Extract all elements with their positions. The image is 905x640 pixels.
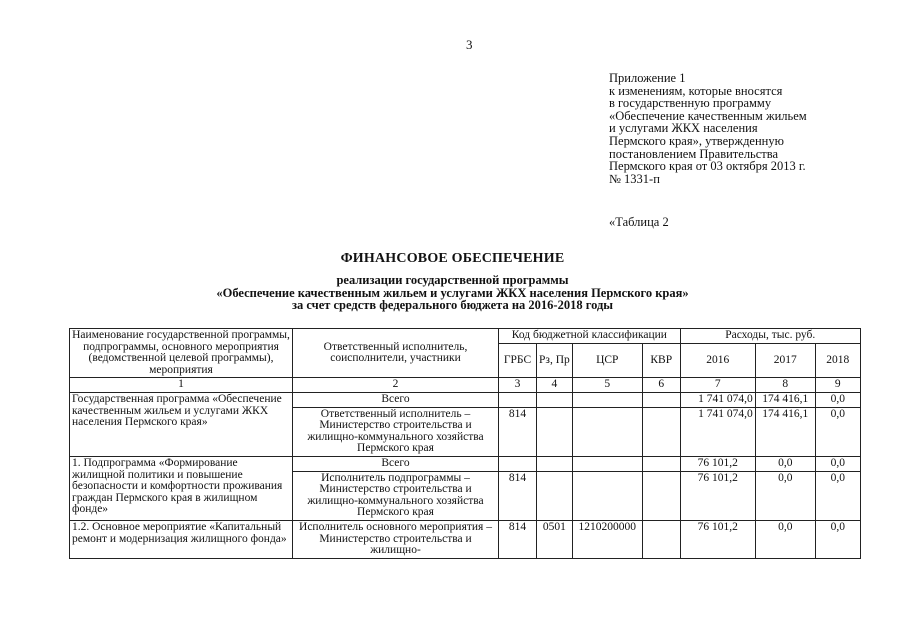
header-grbs: ГРБС xyxy=(499,344,537,378)
appendix-note xyxy=(609,72,807,185)
csr-cell: 1210200000 xyxy=(572,520,642,558)
col-number: 5 xyxy=(572,378,642,393)
header-kvr: КВР xyxy=(642,344,680,378)
appendix-line: и услугами ЖКХ населения xyxy=(609,121,758,136)
col-number: 3 xyxy=(499,378,537,393)
value-2017: 0,0 xyxy=(755,456,815,471)
table-row xyxy=(70,456,861,471)
header-csr: ЦСР xyxy=(572,344,642,378)
executor-cell: Всего xyxy=(293,392,499,407)
program-name: Государственная программа «Обеспечение качественным жильем и услугами ЖКХ населения Пермского края» xyxy=(70,392,293,456)
financing-table xyxy=(69,328,861,559)
col-number: 1 xyxy=(70,378,293,393)
subtitle-line: за счет средств федерального бюджета на 2016-2018 годы xyxy=(291,298,614,313)
header-year-2016: 2016 xyxy=(680,344,755,378)
header-rz-pr: Рз, Пр xyxy=(537,344,573,378)
executor-cell: Исполнитель подпрограммы – Министерство строительства и жилищно-коммунального хозяйства Пермского края xyxy=(293,471,499,520)
rz-pr-cell xyxy=(537,471,573,520)
kvr-cell xyxy=(642,520,680,558)
appendix-line: к изменениям, которые вносятся xyxy=(609,83,783,98)
value-2018: 0,0 xyxy=(815,520,860,558)
page-number: 3 xyxy=(466,37,473,52)
header-expenses: Расходы, тыс. руб. xyxy=(680,329,860,344)
col-number: 9 xyxy=(815,378,860,393)
header-budget-code: Код бюджетной классификации xyxy=(499,329,681,344)
column-number-row xyxy=(70,378,861,393)
col-number: 4 xyxy=(537,378,573,393)
kvr-cell xyxy=(642,471,680,520)
csr-cell xyxy=(572,407,642,456)
value-2016: 1 741 074,0 xyxy=(680,392,755,407)
grbs-cell xyxy=(499,392,537,407)
document-subtitle xyxy=(0,274,905,312)
value-2017: 174 416,1 xyxy=(755,392,815,407)
value-2017: 174 416,1 xyxy=(755,407,815,456)
subprogram-name: 1. Подпрограмма «Формирование жилищной политики и повышение безопасности и комфортности проживания граждан Пермского края в жилищном фонде» xyxy=(70,456,293,520)
activity-name: 1.2. Основное мероприятие «Капитальный ремонт и модернизация жилищного фонда» xyxy=(70,520,293,558)
header-year-2017: 2017 xyxy=(755,344,815,378)
value-2018: 0,0 xyxy=(815,456,860,471)
grbs-cell: 814 xyxy=(499,407,537,456)
kvr-cell xyxy=(642,407,680,456)
grbs-cell: 814 xyxy=(499,520,537,558)
header-year-2018: 2018 xyxy=(815,344,860,378)
value-2017: 0,0 xyxy=(755,471,815,520)
rz-pr-cell xyxy=(537,392,573,407)
rz-pr-cell: 0501 xyxy=(537,520,573,558)
grbs-cell: 814 xyxy=(499,471,537,520)
executor-cell: Всего xyxy=(293,456,499,471)
header-row xyxy=(70,329,861,344)
value-2016: 1 741 074,0 xyxy=(680,407,755,456)
table-row xyxy=(70,392,861,407)
value-2016: 76 101,2 xyxy=(680,520,755,558)
appendix-line: в государственную программу xyxy=(609,96,772,111)
col-number: 6 xyxy=(642,378,680,393)
col-number: 8 xyxy=(755,378,815,393)
appendix-line: Приложение 1 xyxy=(609,71,686,85)
csr-cell xyxy=(572,392,642,407)
value-2018: 0,0 xyxy=(815,407,860,456)
table-reference: «Таблица 2 xyxy=(609,215,669,229)
value-2016: 76 101,2 xyxy=(680,471,755,520)
rz-pr-cell xyxy=(537,407,573,456)
value-2017: 0,0 xyxy=(755,520,815,558)
kvr-cell xyxy=(642,392,680,407)
header-name: Наименование государственной программы, подпрограммы, основного мероприятия (ведомственной целевой программы), мероприятия xyxy=(70,329,293,378)
appendix-line: Пермского края от 03 октября 2013 г. xyxy=(609,159,806,174)
appendix-line: № 1331-п xyxy=(609,171,660,186)
appendix-line: постановлением Правительства xyxy=(609,146,779,161)
col-number: 2 xyxy=(293,378,499,393)
table-row xyxy=(70,520,861,558)
value-2018: 0,0 xyxy=(815,392,860,407)
header-executor: Ответственный исполнитель, соисполнители, участники xyxy=(293,329,499,378)
rz-pr-cell xyxy=(537,456,573,471)
grbs-cell xyxy=(499,456,537,471)
appendix-line: «Обеспечение качественным жильем xyxy=(609,108,807,123)
appendix-line: Пермского края», утвержденную xyxy=(609,133,784,148)
kvr-cell xyxy=(642,456,680,471)
csr-cell xyxy=(572,471,642,520)
subtitle-line: «Обеспечение качественным жильем и услугами ЖКХ населения Пермского края» xyxy=(216,285,689,300)
value-2018: 0,0 xyxy=(815,471,860,520)
col-number: 7 xyxy=(680,378,755,393)
value-2016: 76 101,2 xyxy=(680,456,755,471)
subtitle-line: реализации государственной программы xyxy=(336,273,569,287)
document-title: ФИНАНСОВОЕ ОБЕСПЕЧЕНИЕ xyxy=(340,251,565,266)
csr-cell xyxy=(572,456,642,471)
executor-cell: Исполнитель основного мероприятия – Министерство строительства и жилищно- xyxy=(293,520,499,558)
executor-cell: Ответственный исполнитель – Министерство строительства и жилищно-коммунального хозяйства Пермского края xyxy=(293,407,499,456)
